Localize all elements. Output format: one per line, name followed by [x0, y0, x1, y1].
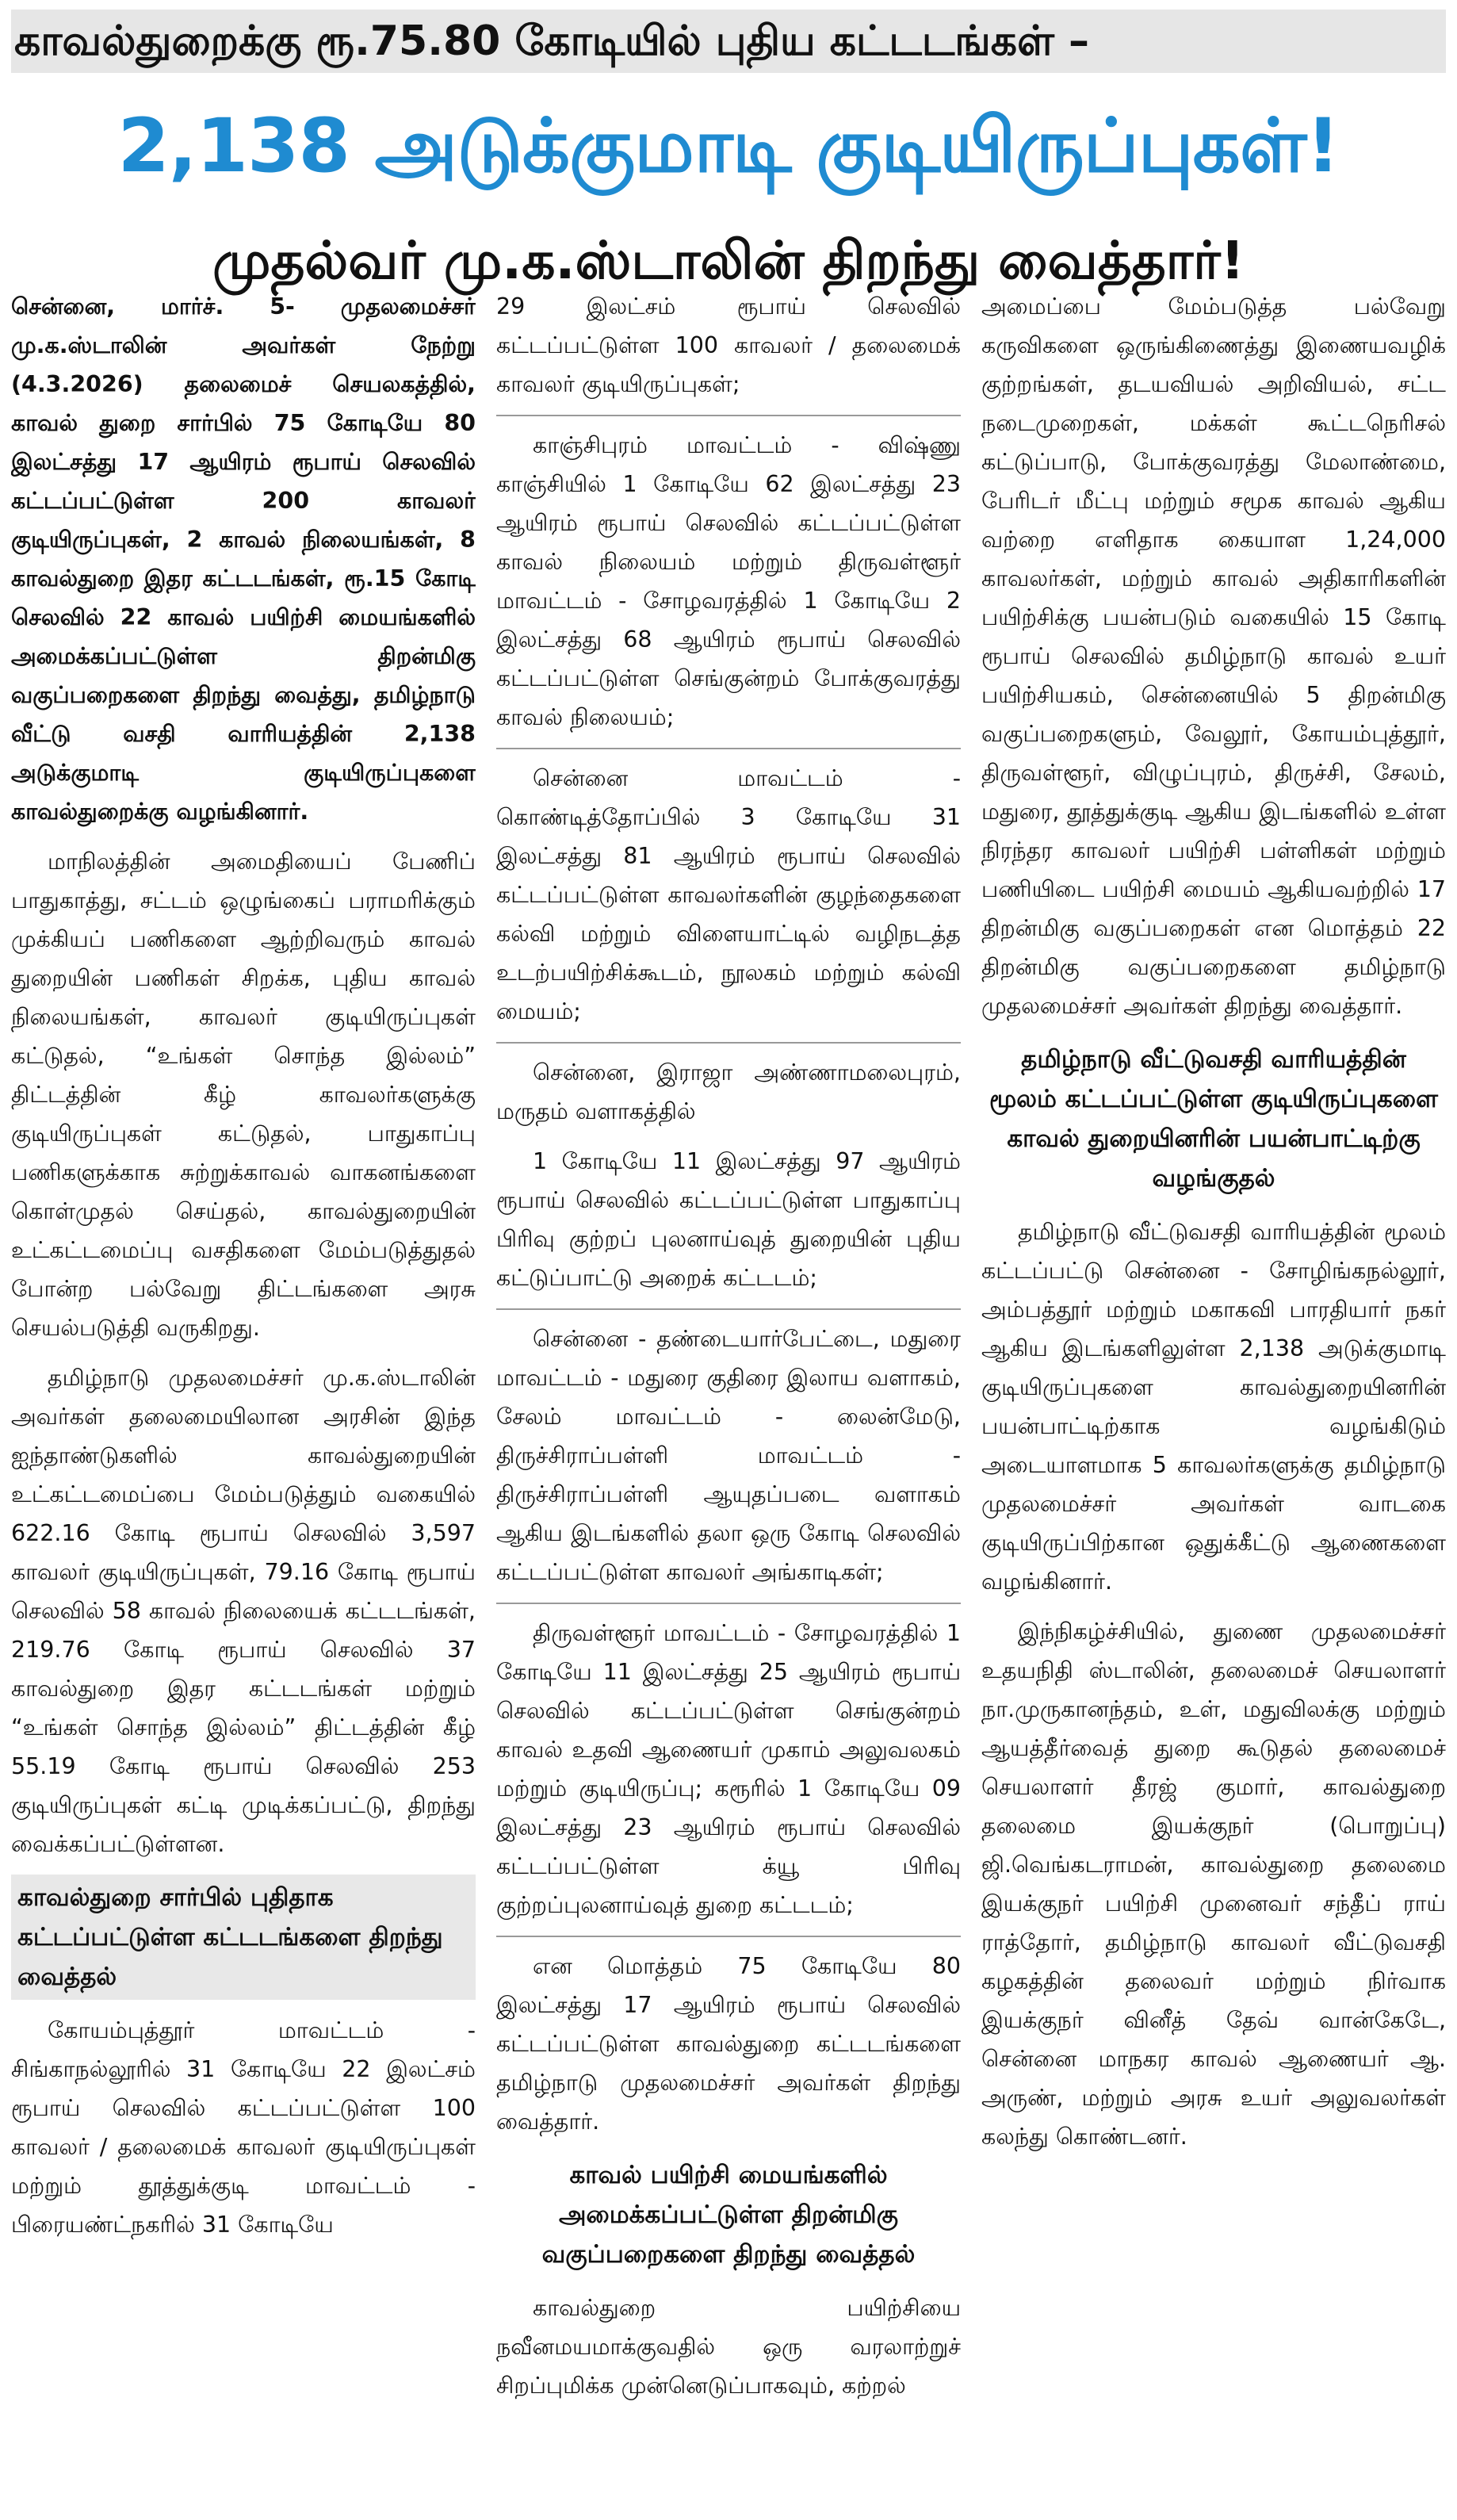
column-3 — [981, 287, 1446, 2507]
paragraph: என மொத்தம் 75 கோடியே 80 இலட்சத்து 17 ஆயிரம் ரூபாய் செலவில் கட்டப்பட்டுள்ள காவல்துறை கட்டடங்களை தமிழ்நாடு முதலமைச்சர் அவர்கள் திறந்து வைத்தார். — [496, 1953, 961, 2135]
paragraph: சென்னை, இராஜா அண்ணாமலைபுரம், மருதம் வளாகத்தில் — [496, 1059, 961, 1124]
lead-paragraph: சென்னை, மார்ச். 5- முதலமைச்சர் மு.க.ஸ்டாலின் அவர்கள் நேற்று (4.3.2026) தலைமைச் செயலகத்தில், காவல் துறை சார்பில் 75 கோடியே 80 இலட்சத்து 17 ஆயிரம் ரூபாய் செலவில் கட்டப்பட்டுள்ள 200 காவலர் குடியிருப்புகள், 2 காவல் நிலையங்கள், 8 காவல்துறை இதர கட்டடங்கள், ரூ.15 கோடி செலவில் 22 காவல் பயிற்சி மையங்களில் அமைக்கப்பட்டுள்ள திறன்மிகு வகுப்பறைகளை திறந்து வைத்து, தமிழ்நாடு வீட்டு வசதி வாரியத்தின் 2,138 அடுக்குமாடி குடியிருப்புகளை காவல்துறைக்கு வழங்கினார். — [11, 293, 476, 825]
paragraph: திருவள்ளூர் மாவட்டம் - சோழவரத்தில் 1 கோடியே 11 இலட்சத்து 25 ஆயிரம் ரூபாய் செலவில் கட்டப்பட்டுள்ள செங்குன்றம் காவல் உதவி ஆணையர் முகாம் அலுவலகம் மற்றும் குடியிருப்பு; கரூரில் 1 கோடியே 09 இலட்சத்து 23 ஆயிரம் ரூபாய் செலவில் கட்டப்பட்டுள்ள க்யூ பிரிவு குற்றப்புலனாய்வுத் துறை கட்டடம்; — [496, 1620, 961, 1918]
paragraph: 1 கோடியே 11 இலட்சத்து 97 ஆயிரம் ரூபாய் செலவில் கட்டப்பட்டுள்ள பாதுகாப்பு பிரிவு குற்றப் புலனாய்வுத் துறையின் புதிய கட்டுப்பாட்டு அறைக் கட்டடம்; — [496, 1148, 961, 1291]
paragraph: சென்னை மாவட்டம் - கொண்டித்தோப்பில் 3 கோடியே 31 இலட்சத்து 81 ஆயிரம் ரூபாய் செலவில் கட்டப்பட்டுள்ள காவலர்களின் குழந்தைகளை கல்வி மற்றும் விளையாட்டில் வழிநடத்த உடற்பயிற்சிக்கூடம், நூலகம் மற்றும் கல்வி மையம்; — [496, 765, 961, 1024]
section-heading: காவல்துறை சார்பில் புதிதாக கட்டப்பட்டுள்ள கட்டடங்களை திறந்து வைத்தல் — [11, 1875, 476, 2000]
paragraph: தமிழ்நாடு வீட்டுவசதி வாரியத்தின் மூலம் கட்டப்பட்டு சென்னை - சோழிங்கநல்லூர், அம்பத்தூர் மற்றும் மகாகவி பாரதியார் நகர் ஆகிய இடங்களிலுள்ள 2,138 அடுக்குமாடி குடியிருப்புகளை காவல்துறையினரின் பயன்பாட்டிற்காக வழங்கிடும் அடையாளமாக 5 காவலர்களுக்கு தமிழ்நாடு முதலமைச்சர் அவர்கள் வாடகை குடியிருப்பிற்கான ஒதுக்கீட்டு ஆணைகளை வழங்கினார். — [981, 1219, 1446, 1595]
paragraph: காஞ்சிபுரம் மாவட்டம் - விஷ்ணு காஞ்சியில் 1 கோடியே 62 இலட்சத்து 23 ஆயிரம் ரூபாய் செலவில் கட்டப்பட்டுள்ள காவல் நிலையம் மற்றும் திருவள்ளூர் மாவட்டம் - சோழவரத்தில் 1 கோடியே 2 இலட்சத்து 68 ஆயிரம் ரூபாய் செலவில் கட்டப்பட்டுள்ள செங்குன்றம் போக்குவரத்து காவல் நிலையம்; — [496, 432, 961, 730]
paragraph: கோயம்புத்தூர் மாவட்டம் - சிங்காநல்லூரில் 31 கோடியே 22 இலட்சம் ரூபாய் செலவில் கட்டப்பட்டுள்ள 100 காவலர் / தலைமைக் காவலர் குடியிருப்புகள் மற்றும் தூத்துக்குடி மாவட்டம் - பிரையண்ட்நகரில் 31 கோடியே — [11, 2017, 476, 2238]
divider — [496, 1308, 961, 1310]
section-heading: காவல் பயிற்சி மையங்களில் அமைக்கப்பட்டுள்ள திறன்மிகு வகுப்பறைகளை திறந்து வைத்தல் — [541, 2161, 916, 2269]
paragraph: காவல்துறை பயிற்சியை நவீனமயமாக்குவதில் ஒரு வரலாற்றுச் சிறப்புமிக்க முன்னெடுப்பாகவும், கற்றல் — [496, 2295, 961, 2399]
divider — [496, 1042, 961, 1044]
paragraph: மாநிலத்தின் அமைதியைப் பேணிப் பாதுகாத்து, சட்டம் ஒழுங்கைப் பராமரிக்கும் முக்கியப் பணிகளை ஆற்றிவரும் காவல் துறையின் பணிகள் சிறக்க, புதிய காவல் நிலையங்கள், காவலர் குடியிருப்புகள் கட்டுதல், “உங்கள் சொந்த இல்லம்” திட்டத்தின் கீழ் காவலர்களுக்கு குடியிருப்புகள் கட்டுதல், பாதுகாப்பு பணிகளுக்காக சுற்றுக்காவல் வாகனங்களை கொள்முதல் செய்தல், காவல்துறையின் உட்கட்டமைப்பு வசதிகளை மேம்படுத்துதல் போன்ற பல்வேறு திட்டங்களை அரசு செயல்படுத்தி வருகிறது. — [11, 848, 476, 1341]
divider — [496, 1603, 961, 1604]
divider — [496, 1936, 961, 1937]
divider — [496, 748, 961, 749]
section-heading: தமிழ்நாடு வீட்டுவசதி வாரியத்தின் மூலம் கட்டப்பட்டுள்ள குடியிருப்புகளை காவல் துறையினரின் பயன்பாட்டிற்கு வழங்குதல் — [989, 1045, 1439, 1193]
paragraph: அமைப்பை மேம்படுத்த பல்வேறு கருவிகளை ஒருங்கிணைத்து இணையவழிக் குற்றங்கள், தடயவியல் அறிவியல், சட்ட நடைமுறைகள், மக்கள் கூட்டநெரிசல் கட்டுப்பாடு, போக்குவரத்து மேலாண்மை, பேரிடர் மீட்பு மற்றும் சமூக காவல் ஆகிய வற்றை எளிதாக கையாள 1,24,000 காவலர்கள், மற்றும் காவல் அதிகாரிகளின் பயிற்சிக்கு பயன்படும் வகையில் 15 கோடி ரூபாய் செலவில் தமிழ்நாடு காவல் உயர் பயிற்சியகம், சென்னையில் 5 திறன்மிகு வகுப்பறைகளும், வேலூர், கோயம்புத்தூர், திருவள்ளூர், விழுப்புரம், திருச்சி, சேலம், மதுரை, தூத்துக்குடி ஆகிய இடங்களில் உள்ள நிரந்தர காவலர் பயிற்சி பள்ளிகள் மற்றும் பணியிடை பயிற்சி மையம் ஆகியவற்றில் 17 திறன்மிகு வகுப்பறைகள் என மொத்தம் 22 திறன்மிகு வகுப்பறைகளை தமிழ்நாடு முதலமைச்சர் அவர்கள் திறந்து வைத்தார். — [981, 293, 1446, 1019]
article-subheadline: முதல்வர் மு.க.ஸ்டாலின் திறந்து வைத்தார்! — [212, 230, 1245, 291]
column-2 — [496, 287, 961, 2507]
paragraph: இந்நிகழ்ச்சியில், துணை முதலமைச்சர் உதயநிதி ஸ்டாலின், தலைமைச் செயலாளர் நா.முருகானந்தம், உள், மதுவிலக்கு மற்றும் ஆயத்தீர்வைத் துறை கூடுதல் தலைமைச் செயலாளர் தீரஜ் குமார், காவல்துறை தலைமை இயக்குநர் (பொறுப்பு) ஜி.வெங்கடராமன், காவல்துறை தலைமை இயக்குநர் பயிற்சி முனைவர் சந்தீப் ராய் ராத்தோர், தமிழ்நாடு காவலர் வீட்டுவசதி கழகத்தின் தலைவர் மற்றும் நிர்வாக இயக்குநர் வினீத் தேவ் வான்கேடே, சென்னை மாநகர காவல் ஆணையர் ஆ. அருண், மற்றும் அரசு உயர் அலுவலர்கள் கலந்து கொண்டனர். — [981, 1618, 1446, 2150]
article-headline: 2,138 அடுக்குமாடி குடியிருப்புகள்! — [117, 103, 1340, 190]
article-body — [11, 287, 1446, 2507]
paragraph: சென்னை - தண்டையார்பேட்டை, மதுரை மாவட்டம் - மதுரை குதிரை இலாய வளாகம், சேலம் மாவட்டம் - லைன்மேடு, திருச்சிராப்பள்ளி மாவட்டம் - திருச்சிராப்பள்ளி ஆயுதப்படை வளாகம் ஆகிய இடங்களில் தலா ஒரு கோடி செலவில் கட்டப்பட்டுள்ள காவலர் அங்காடிகள்; — [496, 1326, 961, 1585]
newspaper-page — [0, 10, 1457, 2520]
paragraph: தமிழ்நாடு முதலமைச்சர் மு.க.ஸ்டாலின் அவர்கள் தலைமையிலான அரசின் இந்த ஐந்தாண்டுகளில் காவல்துறையின் உட்கட்டமைப்பை மேம்படுத்தும் வகையில் 622.16 கோடி ரூபாய் செலவில் 3,597 காவலர் குடியிருப்புகள், 79.16 கோடி ரூபாய் செலவில் 58 காவல் நிலையைக் கட்டடங்கள், 219.76 கோடி ரூபாய் செலவில் 37 காவல்துறை இதர கட்டடங்கள் மற்றும் “உங்கள் சொந்த இல்லம்” திட்டத்தின் கீழ் 55.19 கோடி ரூபாய் செலவில் 253 குடியிருப்புகள் கட்டி முடிக்கப்பட்டு, திறந்து வைக்கப்பட்டுள்ளன. — [11, 1365, 476, 1857]
column-1 — [11, 287, 476, 2507]
article-kicker: காவல்துறைக்கு ரூ.75.80 கோடியில் புதிய கட்டடங்கள் – — [11, 10, 1446, 73]
paragraph: 29 இலட்சம் ரூபாய் செலவில் கட்டப்பட்டுள்ள 100 காவலர் / தலைமைக் காவலர் குடியிருப்புகள்; — [496, 293, 961, 397]
divider — [496, 415, 961, 416]
